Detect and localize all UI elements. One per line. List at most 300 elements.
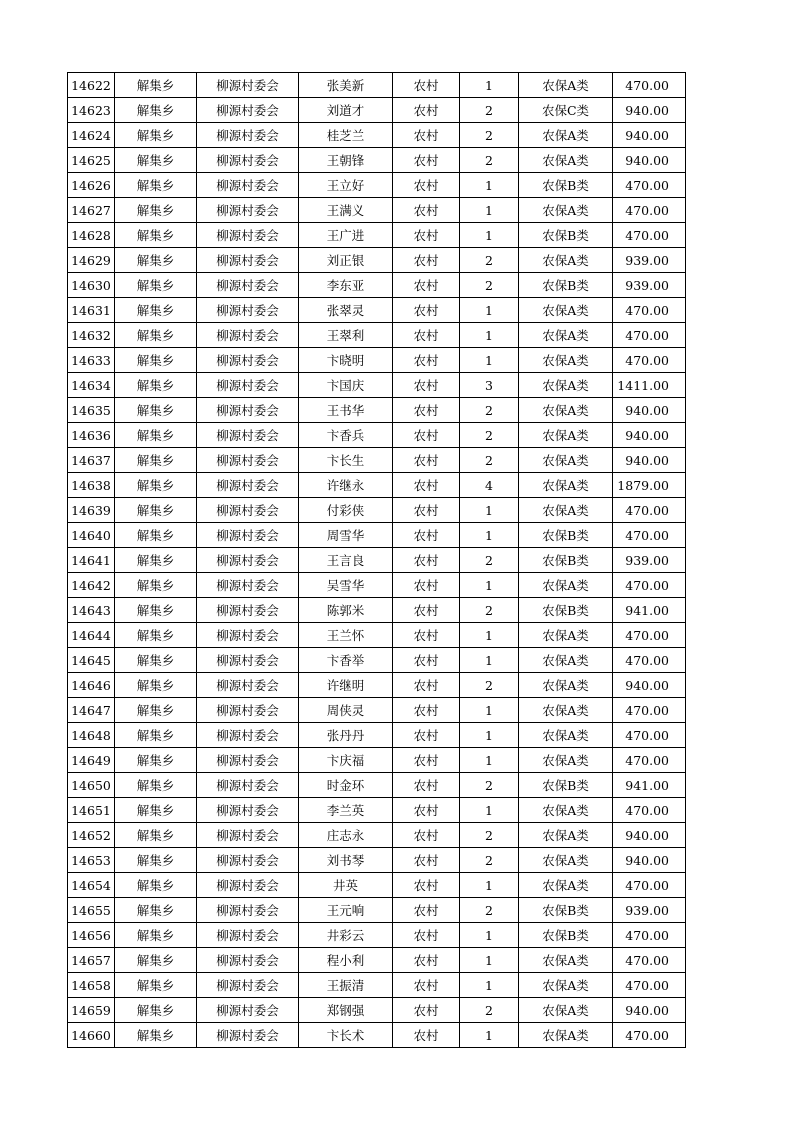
- household-size-cell: 2: [460, 423, 519, 448]
- amount-cell: 470.00: [613, 623, 686, 648]
- household-size-cell: 1: [460, 748, 519, 773]
- village-committee-cell: 柳源村委会: [197, 748, 299, 773]
- village-committee-cell: 柳源村委会: [197, 248, 299, 273]
- name-cell: 桂芝兰: [299, 123, 393, 148]
- household-size-cell: 2: [460, 898, 519, 923]
- household-size-cell: 2: [460, 248, 519, 273]
- household-size-cell: 1: [460, 973, 519, 998]
- township-cell: 解集乡: [115, 948, 197, 973]
- category-cell: 农村: [393, 798, 460, 823]
- category-cell: 农村: [393, 973, 460, 998]
- category-cell: 农村: [393, 473, 460, 498]
- insurance-type-cell: 农保A类: [519, 748, 613, 773]
- household-size-cell: 3: [460, 373, 519, 398]
- township-cell: 解集乡: [115, 273, 197, 298]
- township-cell: 解集乡: [115, 123, 197, 148]
- insurance-type-cell: 农保A类: [519, 823, 613, 848]
- amount-cell: 940.00: [613, 823, 686, 848]
- amount-cell: 941.00: [613, 773, 686, 798]
- village-committee-cell: 柳源村委会: [197, 623, 299, 648]
- record-id-cell: 14634: [68, 373, 115, 398]
- category-cell: 农村: [393, 848, 460, 873]
- insurance-type-cell: 农保B类: [519, 523, 613, 548]
- record-id-cell: 14653: [68, 848, 115, 873]
- table-row: [68, 873, 686, 898]
- category-cell: 农村: [393, 523, 460, 548]
- insurance-type-cell: 农保A类: [519, 698, 613, 723]
- insurance-type-cell: 农保A类: [519, 248, 613, 273]
- name-cell: 刘正银: [299, 248, 393, 273]
- insurance-type-cell: 农保B类: [519, 898, 613, 923]
- name-cell: 陈郭米: [299, 598, 393, 623]
- village-committee-cell: 柳源村委会: [197, 373, 299, 398]
- village-committee-cell: 柳源村委会: [197, 873, 299, 898]
- village-committee-cell: 柳源村委会: [197, 473, 299, 498]
- village-committee-cell: 柳源村委会: [197, 398, 299, 423]
- record-id-cell: 14628: [68, 223, 115, 248]
- insurance-type-cell: 农保A类: [519, 198, 613, 223]
- insurance-type-cell: 农保C类: [519, 98, 613, 123]
- name-cell: 王立好: [299, 173, 393, 198]
- table-row: [68, 823, 686, 848]
- household-size-cell: 2: [460, 148, 519, 173]
- record-id-cell: 14627: [68, 198, 115, 223]
- name-cell: 卞长术: [299, 1023, 393, 1048]
- record-id-cell: 14635: [68, 398, 115, 423]
- name-cell: 张丹丹: [299, 723, 393, 748]
- insurance-type-cell: 农保A类: [519, 148, 613, 173]
- table-row: [68, 473, 686, 498]
- category-cell: 农村: [393, 623, 460, 648]
- township-cell: 解集乡: [115, 298, 197, 323]
- amount-cell: 470.00: [613, 923, 686, 948]
- household-size-cell: 1: [460, 873, 519, 898]
- insurance-type-cell: 农保A类: [519, 323, 613, 348]
- table-row: [68, 648, 686, 673]
- village-committee-cell: 柳源村委会: [197, 273, 299, 298]
- household-size-cell: 1: [460, 498, 519, 523]
- township-cell: 解集乡: [115, 248, 197, 273]
- records-table: [67, 72, 686, 1048]
- table-row: [68, 973, 686, 998]
- insurance-type-cell: 农保A类: [519, 573, 613, 598]
- name-cell: 井彩云: [299, 923, 393, 948]
- amount-cell: 940.00: [613, 423, 686, 448]
- record-id-cell: 14647: [68, 698, 115, 723]
- village-committee-cell: 柳源村委会: [197, 548, 299, 573]
- township-cell: 解集乡: [115, 448, 197, 473]
- amount-cell: 940.00: [613, 148, 686, 173]
- household-size-cell: 1: [460, 173, 519, 198]
- name-cell: 井英: [299, 873, 393, 898]
- household-size-cell: 2: [460, 448, 519, 473]
- insurance-type-cell: 农保A类: [519, 673, 613, 698]
- name-cell: 李东亚: [299, 273, 393, 298]
- name-cell: 王广进: [299, 223, 393, 248]
- category-cell: 农村: [393, 923, 460, 948]
- township-cell: 解集乡: [115, 623, 197, 648]
- name-cell: 卞国庆: [299, 373, 393, 398]
- record-id-cell: 14645: [68, 648, 115, 673]
- amount-cell: 470.00: [613, 198, 686, 223]
- household-size-cell: 1: [460, 223, 519, 248]
- household-size-cell: 2: [460, 673, 519, 698]
- table-row: [68, 723, 686, 748]
- household-size-cell: 2: [460, 773, 519, 798]
- table-row: [68, 123, 686, 148]
- name-cell: 王书华: [299, 398, 393, 423]
- village-committee-cell: 柳源村委会: [197, 523, 299, 548]
- name-cell: 周侠灵: [299, 698, 393, 723]
- category-cell: 农村: [393, 373, 460, 398]
- category-cell: 农村: [393, 273, 460, 298]
- township-cell: 解集乡: [115, 923, 197, 948]
- category-cell: 农村: [393, 348, 460, 373]
- insurance-type-cell: 农保B类: [519, 548, 613, 573]
- record-id-cell: 14623: [68, 98, 115, 123]
- household-size-cell: 1: [460, 948, 519, 973]
- table-row: [68, 598, 686, 623]
- table-row: [68, 523, 686, 548]
- village-committee-cell: 柳源村委会: [197, 898, 299, 923]
- record-id-cell: 14659: [68, 998, 115, 1023]
- village-committee-cell: 柳源村委会: [197, 773, 299, 798]
- amount-cell: 939.00: [613, 248, 686, 273]
- village-committee-cell: 柳源村委会: [197, 848, 299, 873]
- township-cell: 解集乡: [115, 823, 197, 848]
- amount-cell: 940.00: [613, 98, 686, 123]
- household-size-cell: 1: [460, 298, 519, 323]
- record-id-cell: 14630: [68, 273, 115, 298]
- township-cell: 解集乡: [115, 998, 197, 1023]
- amount-cell: 470.00: [613, 648, 686, 673]
- township-cell: 解集乡: [115, 523, 197, 548]
- village-committee-cell: 柳源村委会: [197, 798, 299, 823]
- amount-cell: 470.00: [613, 498, 686, 523]
- category-cell: 农村: [393, 748, 460, 773]
- table-row: [68, 423, 686, 448]
- table-row: [68, 498, 686, 523]
- category-cell: 农村: [393, 948, 460, 973]
- insurance-type-cell: 农保A类: [519, 298, 613, 323]
- village-committee-cell: 柳源村委会: [197, 923, 299, 948]
- insurance-type-cell: 农保A类: [519, 848, 613, 873]
- category-cell: 农村: [393, 298, 460, 323]
- table-row: [68, 923, 686, 948]
- amount-cell: 470.00: [613, 948, 686, 973]
- insurance-type-cell: 农保A类: [519, 873, 613, 898]
- insurance-type-cell: 农保A类: [519, 798, 613, 823]
- table-row: [68, 298, 686, 323]
- township-cell: 解集乡: [115, 673, 197, 698]
- amount-cell: 940.00: [613, 398, 686, 423]
- village-committee-cell: 柳源村委会: [197, 223, 299, 248]
- insurance-type-cell: 农保A类: [519, 723, 613, 748]
- category-cell: 农村: [393, 823, 460, 848]
- household-size-cell: 2: [460, 823, 519, 848]
- table-row: [68, 948, 686, 973]
- household-size-cell: 2: [460, 123, 519, 148]
- table-row: [68, 848, 686, 873]
- household-size-cell: 1: [460, 623, 519, 648]
- table-row: [68, 698, 686, 723]
- township-cell: 解集乡: [115, 648, 197, 673]
- household-size-cell: 2: [460, 273, 519, 298]
- insurance-type-cell: 农保A类: [519, 498, 613, 523]
- household-size-cell: 1: [460, 573, 519, 598]
- category-cell: 农村: [393, 73, 460, 98]
- table-row: [68, 748, 686, 773]
- table-row: [68, 448, 686, 473]
- amount-cell: 940.00: [613, 448, 686, 473]
- insurance-type-cell: 农保A类: [519, 398, 613, 423]
- household-size-cell: 2: [460, 998, 519, 1023]
- name-cell: 王元响: [299, 898, 393, 923]
- table-row: [68, 898, 686, 923]
- category-cell: 农村: [393, 698, 460, 723]
- township-cell: 解集乡: [115, 148, 197, 173]
- name-cell: 王翠利: [299, 323, 393, 348]
- village-committee-cell: 柳源村委会: [197, 673, 299, 698]
- table-row: [68, 773, 686, 798]
- insurance-type-cell: 农保B类: [519, 223, 613, 248]
- record-id-cell: 14625: [68, 148, 115, 173]
- household-size-cell: 1: [460, 698, 519, 723]
- amount-cell: 470.00: [613, 698, 686, 723]
- insurance-type-cell: 农保A类: [519, 998, 613, 1023]
- name-cell: 王满义: [299, 198, 393, 223]
- record-id-cell: 14660: [68, 1023, 115, 1048]
- amount-cell: 941.00: [613, 598, 686, 623]
- insurance-type-cell: 农保A类: [519, 448, 613, 473]
- name-cell: 王兰怀: [299, 623, 393, 648]
- village-committee-cell: 柳源村委会: [197, 948, 299, 973]
- amount-cell: 470.00: [613, 523, 686, 548]
- amount-cell: 470.00: [613, 573, 686, 598]
- village-committee-cell: 柳源村委会: [197, 498, 299, 523]
- household-size-cell: 2: [460, 398, 519, 423]
- insurance-type-cell: 农保B类: [519, 273, 613, 298]
- amount-cell: 939.00: [613, 548, 686, 573]
- household-size-cell: 1: [460, 723, 519, 748]
- amount-cell: 470.00: [613, 173, 686, 198]
- table-row: [68, 1023, 686, 1048]
- township-cell: 解集乡: [115, 698, 197, 723]
- amount-cell: 470.00: [613, 1023, 686, 1048]
- township-cell: 解集乡: [115, 473, 197, 498]
- household-size-cell: 1: [460, 73, 519, 98]
- township-cell: 解集乡: [115, 598, 197, 623]
- record-id-cell: 14658: [68, 973, 115, 998]
- table-row: [68, 998, 686, 1023]
- category-cell: 农村: [393, 173, 460, 198]
- village-committee-cell: 柳源村委会: [197, 823, 299, 848]
- table-row: [68, 73, 686, 98]
- village-committee-cell: 柳源村委会: [197, 973, 299, 998]
- village-committee-cell: 柳源村委会: [197, 698, 299, 723]
- record-id-cell: 14636: [68, 423, 115, 448]
- village-committee-cell: 柳源村委会: [197, 98, 299, 123]
- amount-cell: 470.00: [613, 973, 686, 998]
- record-id-cell: 14639: [68, 498, 115, 523]
- township-cell: 解集乡: [115, 798, 197, 823]
- village-committee-cell: 柳源村委会: [197, 298, 299, 323]
- category-cell: 农村: [393, 673, 460, 698]
- table-row: [68, 373, 686, 398]
- village-committee-cell: 柳源村委会: [197, 123, 299, 148]
- village-committee-cell: 柳源村委会: [197, 448, 299, 473]
- category-cell: 农村: [393, 1023, 460, 1048]
- village-committee-cell: 柳源村委会: [197, 198, 299, 223]
- household-size-cell: 4: [460, 473, 519, 498]
- table-row: [68, 398, 686, 423]
- category-cell: 农村: [393, 548, 460, 573]
- amount-cell: 940.00: [613, 673, 686, 698]
- table-row: [68, 548, 686, 573]
- insurance-type-cell: 农保A类: [519, 973, 613, 998]
- village-committee-cell: 柳源村委会: [197, 573, 299, 598]
- village-committee-cell: 柳源村委会: [197, 148, 299, 173]
- township-cell: 解集乡: [115, 873, 197, 898]
- amount-cell: 470.00: [613, 298, 686, 323]
- amount-cell: 940.00: [613, 123, 686, 148]
- name-cell: 时金环: [299, 773, 393, 798]
- village-committee-cell: 柳源村委会: [197, 423, 299, 448]
- category-cell: 农村: [393, 248, 460, 273]
- record-id-cell: 14629: [68, 248, 115, 273]
- insurance-type-cell: 农保A类: [519, 623, 613, 648]
- record-id-cell: 14655: [68, 898, 115, 923]
- insurance-type-cell: 农保B类: [519, 173, 613, 198]
- insurance-type-cell: 农保A类: [519, 473, 613, 498]
- category-cell: 农村: [393, 123, 460, 148]
- record-id-cell: 14649: [68, 748, 115, 773]
- record-id-cell: 14654: [68, 873, 115, 898]
- amount-cell: 470.00: [613, 323, 686, 348]
- amount-cell: 470.00: [613, 223, 686, 248]
- table-row: [68, 573, 686, 598]
- category-cell: 农村: [393, 398, 460, 423]
- name-cell: 卞香举: [299, 648, 393, 673]
- name-cell: 周雪华: [299, 523, 393, 548]
- insurance-type-cell: 农保A类: [519, 73, 613, 98]
- township-cell: 解集乡: [115, 173, 197, 198]
- township-cell: 解集乡: [115, 748, 197, 773]
- amount-cell: 470.00: [613, 348, 686, 373]
- record-id-cell: 14626: [68, 173, 115, 198]
- name-cell: 卞晓明: [299, 348, 393, 373]
- name-cell: 庄志永: [299, 823, 393, 848]
- table-row: [68, 223, 686, 248]
- records-table-body: [68, 73, 686, 1048]
- township-cell: 解集乡: [115, 373, 197, 398]
- category-cell: 农村: [393, 723, 460, 748]
- category-cell: 农村: [393, 873, 460, 898]
- amount-cell: 470.00: [613, 723, 686, 748]
- township-cell: 解集乡: [115, 548, 197, 573]
- name-cell: 王朝锋: [299, 148, 393, 173]
- record-id-cell: 14648: [68, 723, 115, 748]
- record-id-cell: 14624: [68, 123, 115, 148]
- household-size-cell: 2: [460, 848, 519, 873]
- household-size-cell: 1: [460, 923, 519, 948]
- village-committee-cell: 柳源村委会: [197, 598, 299, 623]
- insurance-type-cell: 农保A类: [519, 423, 613, 448]
- table-row: [68, 198, 686, 223]
- township-cell: 解集乡: [115, 848, 197, 873]
- record-id-cell: 14646: [68, 673, 115, 698]
- record-id-cell: 14631: [68, 298, 115, 323]
- category-cell: 农村: [393, 498, 460, 523]
- table-row: [68, 98, 686, 123]
- township-cell: 解集乡: [115, 773, 197, 798]
- insurance-type-cell: 农保A类: [519, 648, 613, 673]
- village-committee-cell: 柳源村委会: [197, 723, 299, 748]
- village-committee-cell: 柳源村委会: [197, 73, 299, 98]
- table-row: [68, 348, 686, 373]
- name-cell: 付彩侠: [299, 498, 393, 523]
- table-row: [68, 798, 686, 823]
- village-committee-cell: 柳源村委会: [197, 998, 299, 1023]
- record-id-cell: 14651: [68, 798, 115, 823]
- household-size-cell: 1: [460, 1023, 519, 1048]
- table-row: [68, 323, 686, 348]
- insurance-type-cell: 农保A类: [519, 948, 613, 973]
- amount-cell: 940.00: [613, 848, 686, 873]
- name-cell: 张美新: [299, 73, 393, 98]
- record-id-cell: 14637: [68, 448, 115, 473]
- amount-cell: 939.00: [613, 898, 686, 923]
- name-cell: 许继明: [299, 673, 393, 698]
- name-cell: 许继永: [299, 473, 393, 498]
- household-size-cell: 1: [460, 798, 519, 823]
- record-id-cell: 14652: [68, 823, 115, 848]
- household-size-cell: 1: [460, 198, 519, 223]
- record-id-cell: 14640: [68, 523, 115, 548]
- name-cell: 王振清: [299, 973, 393, 998]
- amount-cell: 470.00: [613, 798, 686, 823]
- name-cell: 张翠灵: [299, 298, 393, 323]
- category-cell: 农村: [393, 423, 460, 448]
- household-size-cell: 2: [460, 98, 519, 123]
- table-row: [68, 673, 686, 698]
- amount-cell: 940.00: [613, 998, 686, 1023]
- amount-cell: 1411.00: [613, 373, 686, 398]
- household-size-cell: 1: [460, 523, 519, 548]
- name-cell: 刘道才: [299, 98, 393, 123]
- household-size-cell: 1: [460, 348, 519, 373]
- table-row: [68, 148, 686, 173]
- township-cell: 解集乡: [115, 973, 197, 998]
- township-cell: 解集乡: [115, 1023, 197, 1048]
- township-cell: 解集乡: [115, 398, 197, 423]
- township-cell: 解集乡: [115, 73, 197, 98]
- amount-cell: 470.00: [613, 73, 686, 98]
- table-row: [68, 623, 686, 648]
- category-cell: 农村: [393, 598, 460, 623]
- name-cell: 吴雪华: [299, 573, 393, 598]
- insurance-type-cell: 农保A类: [519, 348, 613, 373]
- insurance-type-cell: 农保B类: [519, 923, 613, 948]
- record-id-cell: 14641: [68, 548, 115, 573]
- amount-cell: 470.00: [613, 748, 686, 773]
- township-cell: 解集乡: [115, 898, 197, 923]
- township-cell: 解集乡: [115, 423, 197, 448]
- township-cell: 解集乡: [115, 723, 197, 748]
- insurance-type-cell: 农保A类: [519, 123, 613, 148]
- table-row: [68, 273, 686, 298]
- record-id-cell: 14650: [68, 773, 115, 798]
